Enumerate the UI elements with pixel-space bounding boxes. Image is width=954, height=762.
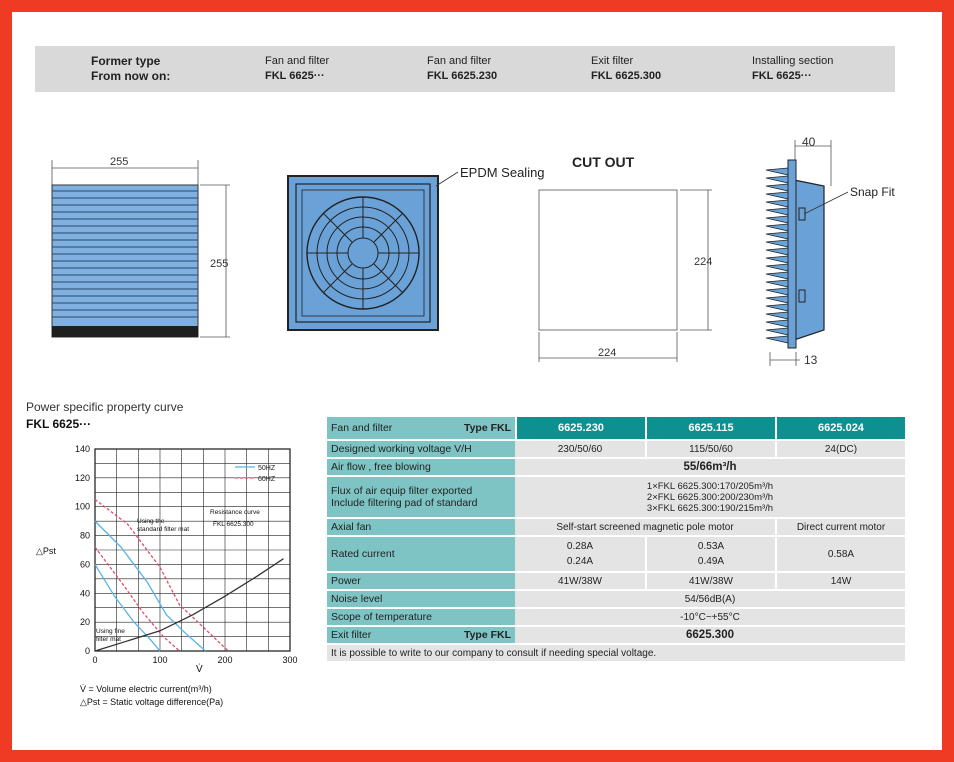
table-row [327, 573, 905, 589]
current-value: 0.49A [697, 556, 725, 567]
annotation-standard-1: Using the [137, 518, 165, 525]
side-fin [766, 312, 788, 319]
type-fkl-label: Type FKL [463, 422, 511, 434]
flux-line: 3×FKL 6625.300:190/215m³/h [646, 502, 774, 514]
y-tick-label: 0 [84, 646, 90, 656]
annotation-fine-1: Using fine [96, 628, 125, 635]
header-column-bottom: FKL 6625··· [752, 70, 812, 82]
side-fin [766, 232, 788, 239]
y-axis-label: △Pst [36, 546, 56, 556]
table-row [327, 609, 905, 625]
front-height-dim: 255 [210, 258, 229, 270]
side-fin [766, 184, 788, 191]
footnote-volume: V̇ = Volume electric current(m³/h) [80, 684, 212, 694]
header-column-bottom: FKL 6625··· [265, 70, 325, 82]
side-fin [766, 256, 788, 263]
cell-value: -10°C~+55°C [515, 609, 905, 625]
header-column-top: Exit filter [591, 55, 634, 67]
model-header: 6625.024 [775, 417, 905, 439]
side-fin [766, 200, 788, 207]
cell-value [515, 537, 645, 571]
x-tick-label: 300 [282, 655, 298, 665]
annotation-standard-2: standard filter mat [137, 526, 190, 533]
exit-label: Exit filter [331, 629, 372, 641]
cell-value: 14W [775, 573, 905, 589]
side-fin [766, 320, 788, 327]
side-fin [766, 208, 788, 215]
y-tick-label: 60 [79, 559, 90, 570]
fan-grille-drawing [288, 172, 458, 330]
cell-value: 230/50/60 [515, 441, 645, 457]
y-tick-label: 40 [79, 588, 90, 599]
row-label-line: Flux of air equip filter exported [331, 485, 473, 497]
side-fin [766, 176, 788, 183]
table-row [327, 645, 905, 661]
side-fin [766, 240, 788, 247]
cell-value: Direct current motor [775, 519, 905, 535]
cell-value: Self-start screened magnetic pole motor [515, 519, 775, 535]
side-fin [766, 304, 788, 311]
flux-line: 2×FKL 6625.300:200/230m³/h [646, 491, 774, 503]
y-tick-label: 20 [79, 617, 90, 628]
row-label: Air flow , free blowing [327, 459, 515, 475]
table-header-row [327, 417, 905, 439]
cell-value: 0.58A [775, 537, 905, 571]
side-fins [766, 168, 788, 343]
cutout-drawing [539, 190, 712, 362]
former-type-label: Former type [91, 54, 161, 68]
side-view-drawing [766, 140, 848, 366]
cell-value: 41W/38W [515, 573, 645, 589]
footnote-pressure: △Pst = Static voltage difference(Pa) [80, 697, 224, 707]
cell-value: 6625.300 [515, 627, 905, 643]
x-axis-label: V̇ [196, 664, 203, 675]
cell-value: 24(DC) [775, 441, 905, 457]
x-tick-label: 200 [217, 655, 233, 665]
y-tick-label: 80 [79, 530, 90, 541]
model-header: 6625.230 [515, 417, 645, 439]
side-fin [766, 288, 788, 295]
header-column-top: Fan and filter [265, 55, 330, 67]
row-label: Designed working voltage V/H [327, 441, 515, 457]
y-tick-label: 100 [74, 501, 90, 512]
side-bottom-dim: 13 [804, 353, 818, 367]
table-row [327, 459, 905, 475]
row-label-line: Include filtering pad of standard [331, 497, 478, 509]
curve-subtitle: FKL 6625··· [26, 417, 92, 431]
type-fkl-label: Type FKL [463, 629, 511, 641]
table-head-cell [327, 417, 515, 439]
legend-50hz: 50HZ [258, 465, 276, 472]
y-tick-label: 120 [74, 472, 90, 483]
specifications-table [327, 415, 905, 663]
side-fin [766, 272, 788, 279]
table-row [327, 627, 905, 643]
side-fin [766, 296, 788, 303]
annotation-fine-2: filter mat [96, 636, 121, 643]
current-value: 0.28A [566, 541, 594, 552]
cutout-height-dim: 224 [694, 256, 713, 268]
row-label: Scope of temperature [327, 609, 515, 625]
flux-line: 1×FKL 6625.300:170/205m³/h [646, 480, 774, 492]
table-row [327, 537, 905, 571]
side-fin [766, 168, 788, 175]
table-row [327, 441, 905, 457]
current-value: 0.53A [697, 541, 725, 552]
cutout-title: CUT OUT [572, 154, 635, 170]
side-fin [766, 248, 788, 255]
header-column-top: Installing section [752, 55, 834, 67]
cell-value: 41W/38W [645, 573, 775, 589]
epdm-sealing-label: EPDM Sealing [460, 165, 545, 180]
table-row [327, 591, 905, 607]
y-tick-label: 140 [74, 444, 90, 454]
header-column-bottom: FKL 6625.230 [427, 70, 498, 82]
row-label: Rated current [327, 537, 515, 571]
header-column-top: Fan and filter [427, 55, 492, 67]
side-fin [766, 328, 788, 335]
snap-fit-label: Snap Fit [850, 185, 895, 199]
side-depth-dim: 40 [802, 135, 816, 149]
header-column-bottom: FKL 6625.300 [591, 70, 662, 82]
head-label: Fan and filter [331, 422, 393, 434]
table-row [327, 519, 905, 535]
side-fin [766, 224, 788, 231]
cutout-width-dim: 224 [598, 347, 617, 359]
from-now-label: From now on: [91, 69, 171, 83]
annotation-resistance-2: FKL 6625.300 [213, 521, 254, 528]
table-note: It is possible to write to our company to consult if needing special voltage. [327, 645, 905, 661]
side-fin [766, 264, 788, 271]
performance-chart [20, 436, 320, 726]
row-label: Axial fan [327, 519, 515, 535]
cell-value [515, 477, 905, 517]
cell-value: 115/50/60 [645, 441, 775, 457]
side-fin [766, 192, 788, 199]
cell-value: 54/56dB(A) [515, 591, 905, 607]
side-fin [766, 336, 788, 343]
x-tick-label: 0 [92, 655, 98, 665]
side-fin [766, 280, 788, 287]
cell-value: 55/66m³/h [515, 459, 905, 475]
row-label [327, 627, 515, 643]
front-width-dim: 255 [110, 156, 129, 168]
legend-60hz: 60HZ [258, 476, 276, 483]
side-fin [766, 216, 788, 223]
cell-value [645, 537, 775, 571]
row-label [327, 477, 515, 517]
row-label: Noise level [327, 591, 515, 607]
row-label: Power [327, 573, 515, 589]
model-header: 6625.115 [645, 417, 775, 439]
curve-title: Power specific property curve [26, 400, 184, 414]
table-row [327, 477, 905, 517]
current-value: 0.24A [566, 556, 594, 567]
annotation-resistance-1: Resistance curve [210, 509, 260, 516]
front-view-drawing [52, 160, 230, 337]
x-tick-label: 100 [152, 655, 168, 665]
